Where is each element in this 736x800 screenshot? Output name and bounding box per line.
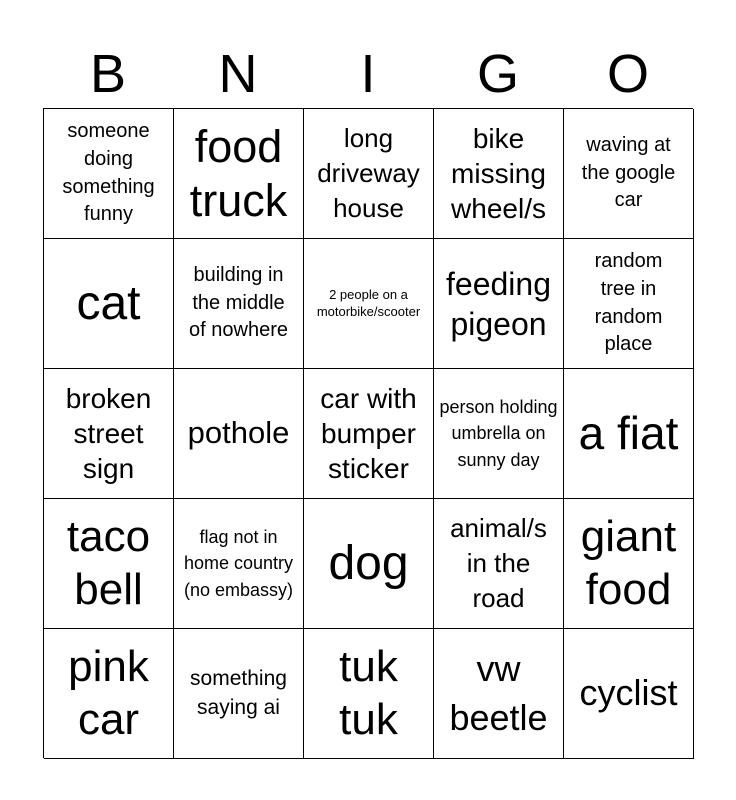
- header-letter-o: O: [606, 44, 649, 104]
- bingo-cell[interactable]: someone doing something funny: [44, 109, 174, 239]
- header-letter-i: I: [360, 44, 376, 104]
- bingo-cell[interactable]: food truck: [174, 109, 304, 239]
- bingo-cell[interactable]: random tree in random place: [564, 239, 694, 369]
- bingo-cell[interactable]: animal/s in the road: [434, 499, 564, 629]
- bingo-cell[interactable]: bike missing wheel/s: [434, 109, 564, 239]
- bingo-cell[interactable]: pink car: [44, 629, 174, 759]
- bingo-cell[interactable]: tuk tuk: [304, 629, 434, 759]
- bingo-cell[interactable]: car with bumper sticker: [304, 369, 434, 499]
- bingo-cell[interactable]: cat: [44, 239, 174, 369]
- bingo-cell[interactable]: person holding umbrella on sunny day: [434, 369, 564, 499]
- bingo-cell[interactable]: building in the middle of nowhere: [174, 239, 304, 369]
- header-letter-g: G: [476, 44, 519, 104]
- bingo-cell[interactable]: 2 people on a motorbike/scooter: [304, 239, 434, 369]
- bingo-cell[interactable]: dog: [304, 499, 434, 629]
- bingo-cell[interactable]: a fiat: [564, 369, 694, 499]
- bingo-cell[interactable]: pothole: [174, 369, 304, 499]
- bingo-cell[interactable]: flag not in home country (no embassy): [174, 499, 304, 629]
- bingo-cell[interactable]: cyclist: [564, 629, 694, 759]
- bingo-cell[interactable]: waving at the google car: [564, 109, 694, 239]
- bingo-cell[interactable]: broken street sign: [44, 369, 174, 499]
- bingo-header: [43, 40, 693, 108]
- header-letter-n: N: [218, 44, 258, 104]
- bingo-cell[interactable]: feeding pigeon: [434, 239, 564, 369]
- bingo-cell[interactable]: vw beetle: [434, 629, 564, 759]
- bingo-cell[interactable]: taco bell: [44, 499, 174, 629]
- bingo-cell[interactable]: long driveway house: [304, 109, 434, 239]
- header-letter-b: B: [89, 44, 127, 104]
- bingo-grid: [43, 108, 693, 758]
- bingo-cell[interactable]: something saying ai: [174, 629, 304, 759]
- bingo-cell[interactable]: giant food: [564, 499, 694, 629]
